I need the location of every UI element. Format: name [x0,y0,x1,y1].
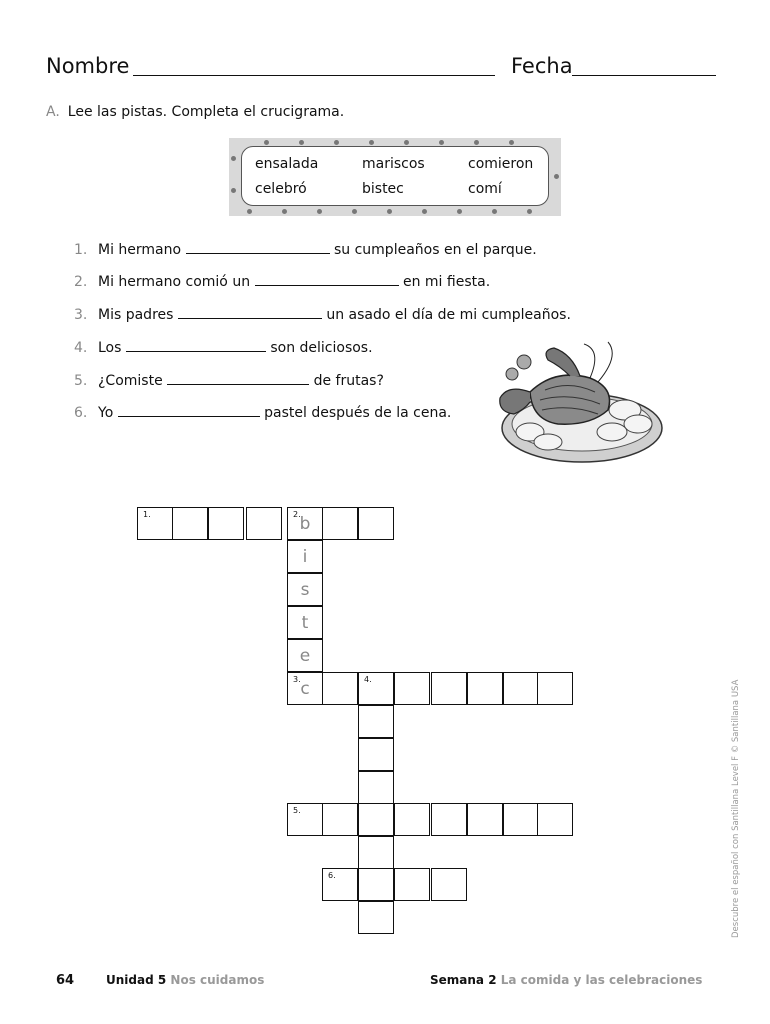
answer-blank[interactable] [118,404,260,417]
crossword-cell[interactable] [322,803,358,836]
clue-text-after: un asado el día de mi cumpleaños. [326,307,571,323]
crossword-cell[interactable] [322,507,358,540]
clue-number-label: 5. [293,806,301,815]
word-bank-item: celebró [255,181,307,197]
clue-text-before: ¿Comiste [98,373,163,389]
week-label: Semana 2 [430,973,497,987]
clue-text-before: Yo [98,405,114,421]
crossword-cell[interactable] [394,868,430,901]
crossword-cell[interactable] [394,803,430,836]
crossword-cell[interactable] [287,540,323,573]
word-bank-item: comieron [468,156,534,172]
copyright-note: Descubre el español con Santillana Level F © Santillana USA [731,679,741,938]
prefilled-letter: s [300,580,310,600]
crossword-cell[interactable] [287,672,323,705]
name-field[interactable] [133,75,495,76]
clue-number-label: 1. [143,510,151,519]
crossword-cell[interactable] [358,803,394,836]
clue-number: 1. [74,242,88,258]
crossword-cell[interactable] [358,868,394,901]
prefilled-letter: b [299,514,311,534]
clue-2 [74,273,490,290]
crossword-cell[interactable] [358,672,394,705]
unit-label: Unidad 5 [106,973,167,987]
footer-week [430,973,702,987]
clue-5 [74,372,384,389]
crossword-cell[interactable] [431,868,467,901]
clue-number-label: 6. [328,871,336,880]
week-title: La comida y las celebraciones [500,973,703,987]
clue-text-before: Mis padres [98,307,174,323]
clue-text-after: son deliciosos. [270,340,373,356]
clue-number: 6. [74,405,88,421]
prefilled-letter: e [299,646,311,666]
page-number: 64 [56,973,75,988]
crossword-cell[interactable] [358,705,394,738]
crossword-cell[interactable] [358,738,394,771]
clue-number: 4. [74,340,88,356]
clue-6 [74,404,451,421]
clue-text-before: Mi hermano [98,242,182,258]
clue-text-after: en mi fiesta. [402,274,491,290]
clue-number-label: 4. [364,675,372,684]
date-label: Fecha [511,54,573,78]
section-instruction [46,104,344,120]
answer-blank[interactable] [126,339,266,352]
crossword-cell[interactable] [322,672,358,705]
crossword-cell[interactable] [287,639,323,672]
word-bank-item: bistec [362,181,404,197]
crossword-cell[interactable] [137,507,173,540]
crossword-cell[interactable] [358,507,394,540]
clue-4 [74,339,373,356]
clue-number: 2. [74,274,88,290]
instruction-text: Lee las pistas. Completa el crucigrama. [67,104,345,120]
crossword-cell[interactable] [287,606,323,639]
crossword-cell[interactable] [358,901,394,934]
crossword-cell[interactable] [172,507,208,540]
word-bank-item: comí [468,181,502,197]
crossword-cell[interactable] [503,672,539,705]
crossword-cell[interactable] [431,672,467,705]
crossword-cell[interactable] [322,868,358,901]
clue-text-before: Mi hermano comió un [98,274,251,290]
clue-text-after: de frutas? [313,373,384,389]
clue-number-label: 3. [293,675,301,684]
crossword-cell[interactable] [467,803,503,836]
crossword-cell[interactable] [287,507,323,540]
clue-number: 5. [74,373,88,389]
clue-1 [74,241,537,258]
answer-blank[interactable] [178,306,322,319]
crossword-cell[interactable] [358,771,394,804]
clue-number: 3. [74,307,88,323]
unit-title: Nos cuidamos [170,973,265,987]
footer-unit [106,973,264,987]
lobster-platter-icon [490,340,668,470]
prefilled-letter: t [301,613,309,633]
section-letter: A. [46,104,60,120]
crossword-cell[interactable] [537,803,573,836]
word-bank-item: mariscos [362,156,425,172]
clue-text-before: Los [98,340,122,356]
crossword-cell[interactable] [467,672,503,705]
crossword-cell[interactable] [287,803,323,836]
date-field[interactable] [572,75,716,76]
crossword-cell[interactable] [537,672,573,705]
clue-number-label: 2. [293,510,301,519]
crossword-cell[interactable] [287,573,323,606]
crossword-cell[interactable] [431,803,467,836]
answer-blank[interactable] [186,241,330,254]
name-label: Nombre [46,54,130,78]
crossword-cell[interactable] [358,836,394,869]
crossword-cell[interactable] [503,803,539,836]
word-bank-item: ensalada [255,156,319,172]
clue-text-after: su cumpleaños en el parque. [333,242,537,258]
answer-blank[interactable] [167,372,309,385]
clue-3 [74,306,571,323]
answer-blank[interactable] [255,273,399,286]
crossword-cell[interactable] [208,507,244,540]
clue-text-after: pastel después de la cena. [264,405,452,421]
crossword-cell[interactable] [246,507,282,540]
crossword-cell[interactable] [394,672,430,705]
prefilled-letter: i [302,547,308,567]
prefilled-letter: c [300,679,310,699]
word-bank [229,138,561,216]
